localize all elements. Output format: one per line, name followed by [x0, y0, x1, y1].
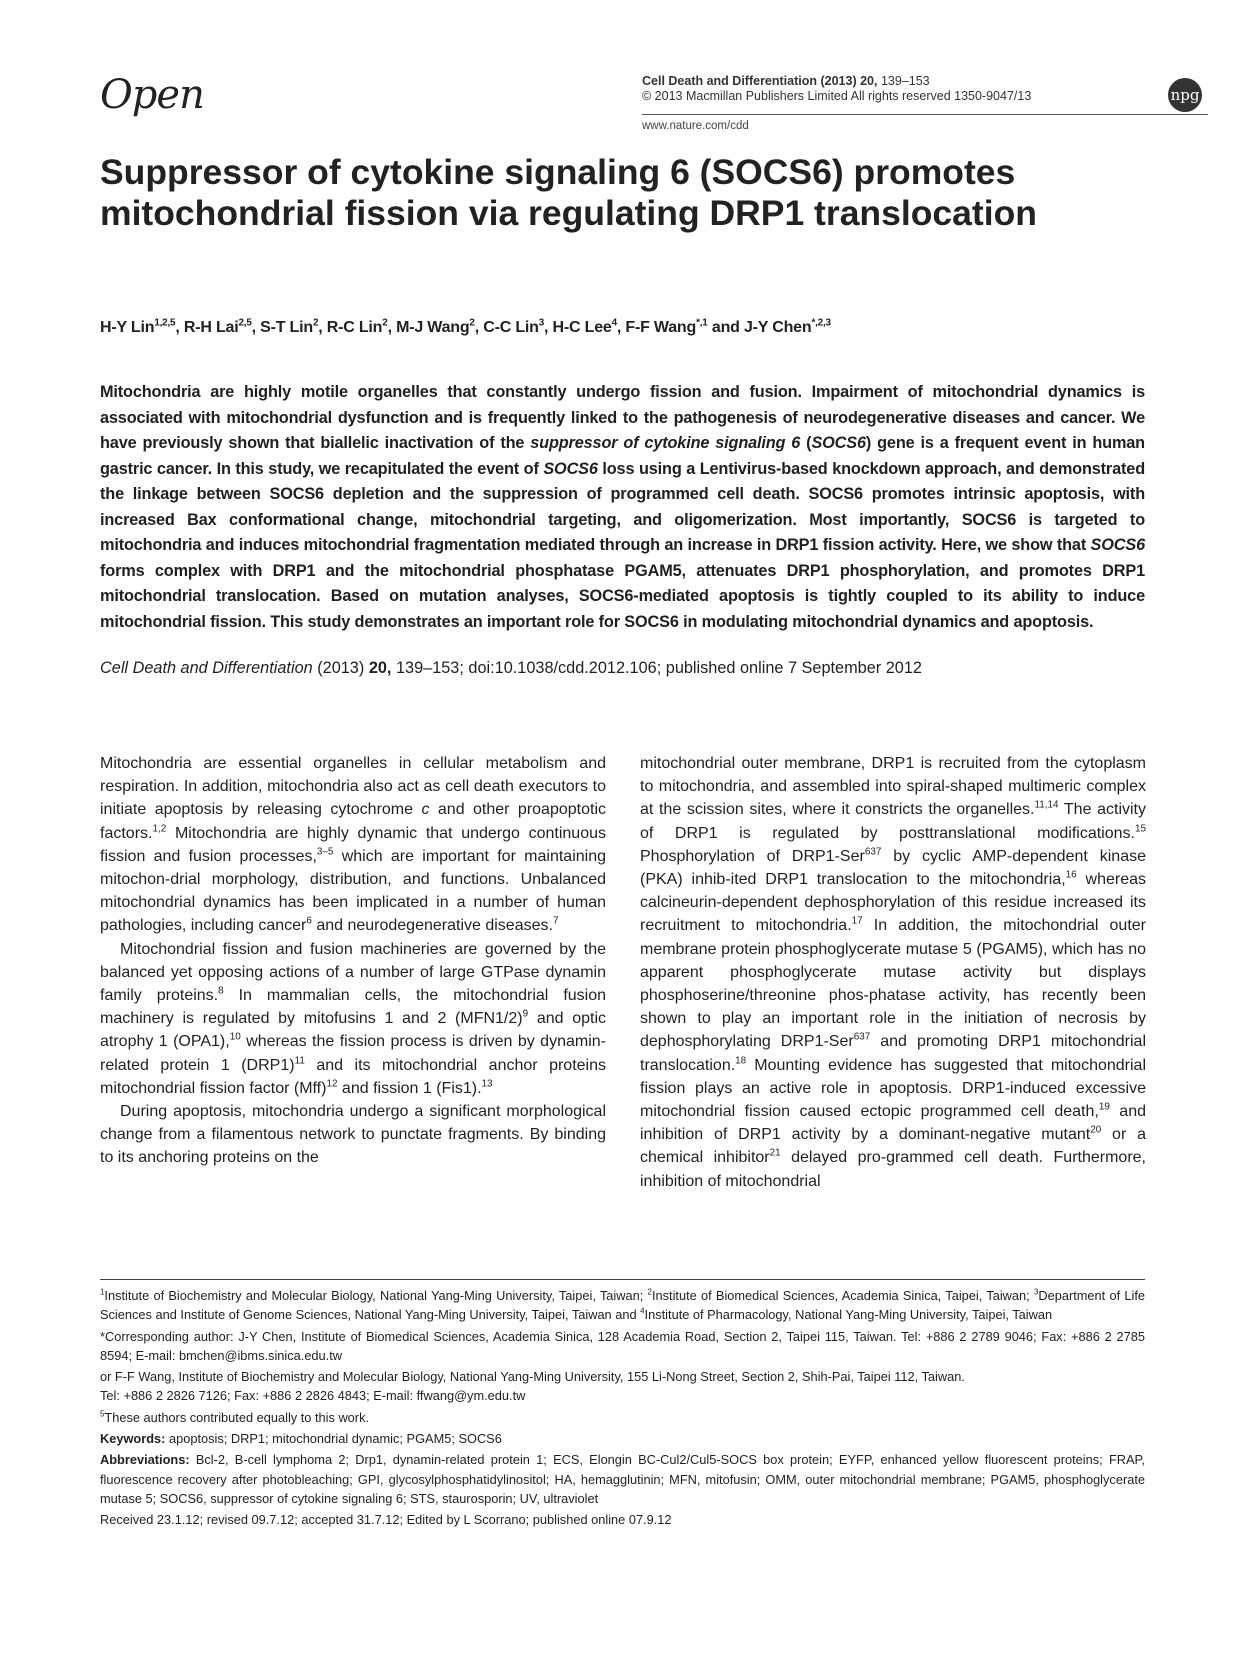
text: Institute of Biomedical Sciences, Academia Sinica, Taipei, Taiwan;	[651, 1288, 1034, 1303]
body-paragraph	[100, 1100, 606, 1170]
author: H-C Lee	[552, 319, 612, 336]
open-access-logo: Open	[100, 72, 204, 118]
residue-superscript: 637	[864, 846, 882, 858]
text: and optic atrophy 1 (OPA1),	[100, 1010, 607, 1051]
reference-marker: 16	[1065, 869, 1077, 881]
journal-pages: 139–153	[877, 74, 930, 88]
npg-logo: npg	[1168, 78, 1202, 112]
author-affil: 1,2,5	[154, 317, 176, 329]
reference-marker: 8	[218, 985, 224, 997]
text: whereas calcineurin-dependent dephosphorylation of this residue increased its recruitment to mitochondria.	[640, 871, 1146, 935]
abstract-text: ) gene is a frequent event in human gastric cancer. In this study, we recapitulated the event of	[100, 434, 1145, 478]
text: Mitochondrial fission and fusion machineries are governed by the balanced yet opposing actions of a number of large GTPase dynamin family proteins.	[100, 940, 606, 1005]
reference-marker: 11	[294, 1055, 305, 1067]
keywords-text: apoptosis; DRP1; mitochondrial dynamic; PGAM5; SOCS6	[165, 1431, 502, 1447]
author-affil: 2	[382, 317, 388, 329]
author-affil: 2	[469, 317, 475, 329]
affil-marker: 4	[640, 1307, 645, 1317]
journal-url-link[interactable]: www.nature.com/cdd	[642, 120, 749, 132]
abstract-gene-symbol: SOCS6	[1090, 536, 1145, 554]
reference-marker: 19	[1098, 1101, 1110, 1113]
author: C-C Lin	[483, 319, 539, 336]
reference-marker: 6	[306, 916, 312, 928]
text: by cyclic AMP-dependent kinase (PKA) inhib-ited DRP1 translocation to the mitochondria,	[640, 847, 1146, 889]
abbreviations	[100, 1450, 1145, 1508]
text: Institute of Biochemistry and Molecular Biology, National Yang-Ming University, Taipei, Taiwan;	[104, 1288, 648, 1303]
reference-marker: 17	[851, 916, 863, 928]
affil-marker: 3	[1033, 1287, 1039, 1297]
article-title: Suppressor of cytokine signaling 6 (SOCS6) promotes mitochondrial fission via regulating DRP1 translocation	[100, 152, 1037, 233]
text: Mounting evidence has suggested that mitochondrial fission plays an active role in apoptosis. DRP1-induced excessive mitochondrial fission caused ectopic programmed cell death,	[640, 1056, 1146, 1121]
abbreviations-text: Bcl-2, B-cell lymphoma 2; Drp1, dynamin-related protein 1; ECS, Elongin BC-Cul2/Cul5-SOCS box protein; EYFP, enhanced yellow fluorescent proteins; FRAP, fluorescence recovery after photobleaching; GPI, glycosylphosphatidylinositol; HA, hemagglutinin; MFN, mitofusin; OMM, outer mitochondrial membrane; PGAM5, phosphoglycerate mutase 5; SOCS6, suppressor of cytokine signaling 6; STS, staurosporin; UV, ultraviolet	[100, 1452, 1145, 1506]
text: c	[421, 801, 430, 819]
citation-volume: 20,	[368, 659, 392, 677]
author-affil: 4	[611, 317, 617, 329]
author: M-J Wang	[396, 319, 470, 336]
abstract-text: loss using a Lentivirus-based knockdown approach, and demonstrated the linkage between SOCS6 depletion and the suppression of programmed cell death. SOCS6 promotes intrinsic apoptosis, with increased Bax conformational change, mitochondrial targeting, and oligomerization. Most importantly, SOCS6 is targeted to mitochondria and induces mitochondrial fragmentation mediated through an increase in DRP1 fission activity. Here, we show that	[100, 459, 1145, 554]
reference-marker: 10	[229, 1032, 241, 1044]
author-list: H-Y Lin$^{1,2,5}$, R-H Lai$^{2,5}$, S-T Lin$^2$, R-C Lin$^2$, M-J Wang$^2$, C-C Lin$^3$, H-C Lee$^4$, F-F Wang$^{*,1}$ and J-Y Chen$^{*,2,3}$	[100, 317, 831, 336]
abstract-gene-symbol: SOCS6	[811, 434, 866, 452]
reference-marker: 15	[1134, 823, 1146, 835]
author-affil: 2,5	[238, 317, 252, 329]
author-affil: 3	[538, 317, 545, 329]
abbreviations-label: Abbreviations:	[100, 1452, 190, 1468]
keywords-label: Keywords:	[100, 1431, 166, 1447]
text: Mitochondria are essential organelles in cellular metabolism and respiration. In addition, mitochondria also act as cell death executors to initiate apoptosis by releasing cytochrome	[100, 755, 606, 819]
journal-name: Cell Death and Differentiation (2013) 20,	[642, 74, 878, 88]
text: In addition, the mitochondrial outer membrane protein phosphoglycerate mutase 5 (PGAM5), which has no apparent phosphoglycerate mutase activity but displays phosphoserine/threonine phos-phatase activity, has recently been shown to play an important role in the initiation of necrosis by dephosphorylating DRP1-Ser	[640, 917, 1146, 1051]
abstract	[100, 380, 1145, 635]
author: R-H Lai	[183, 319, 239, 336]
text: and its mitochondrial anchor proteins mitochondrial fission factor (Mff)	[100, 1056, 607, 1097]
text: Phosphorylation of DRP1-Ser	[640, 847, 865, 865]
abstract-gene-name: suppressor of cytokine signaling 6	[530, 434, 801, 452]
footnote-divider	[100, 1279, 1145, 1280]
abstract-text: forms complex with DRP1 and the mitochondrial phosphatase PGAM5, attenuates DRP1 phosphorylation, and promotes DRP1 mitochondrial translocation. Based on mutation analyses, SOCS6-mediated apoptosis is tightly coupled to its ability to induce mitochondrial fission. This study demonstrates an important role for SOCS6 in modulating mitochondrial dynamics and apoptosis.	[100, 561, 1145, 631]
affil-marker: 2	[647, 1287, 652, 1297]
author: S-T Lin	[260, 319, 313, 336]
affil-marker: 5	[100, 1409, 105, 1419]
equal-contribution-note	[100, 1408, 1145, 1427]
author-affil: *,1	[696, 317, 708, 329]
reference-marker: 12	[326, 1078, 338, 1090]
reference-marker: 1,2	[152, 823, 167, 835]
affiliations	[100, 1286, 1145, 1325]
reference-marker: 21	[769, 1148, 781, 1160]
reference-marker: 13	[481, 1078, 493, 1090]
text: delayed pro-grammed cell death. Furthermore, inhibition of mitochondrial	[640, 1149, 1146, 1190]
body-column-left	[100, 752, 606, 1170]
text: Institute of Pharmacology, National Yang-Ming University, Taipei, Taiwan	[644, 1307, 1053, 1323]
abstract-gene-symbol: SOCS6	[543, 459, 598, 478]
corresponding-author-2: or F-F Wang, Institute of Biochemistry and Molecular Biology, National Yang-Ming University, 155 Li-Nong Street, Section 2, Shih-Pai, Taipei 112, Taiwan.	[100, 1369, 965, 1385]
text: which are important for maintaining mitochon-drial morphology, distribution, and functions. Unbalanced mitochondrial dynamics has been implicated in a number of human pathologies, including cancer	[100, 847, 606, 935]
text: mitochondrial outer membrane, DRP1 is recruited from the cytoplasm to mitochondria, and assembled into spiral-shaped multimeric complex at the scission sites, where it constricts the organelles.	[640, 755, 1146, 819]
text: Mitochondria are highly dynamic that undergo continuous fission and fusion processes,	[100, 824, 606, 865]
keywords	[100, 1429, 1145, 1448]
author-affil: 2	[312, 317, 319, 329]
author: F-F Wang	[625, 319, 697, 336]
author: H-Y Lin	[100, 319, 155, 336]
text: and fission 1 (Fis1).	[337, 1079, 482, 1097]
body-column-right	[640, 752, 1146, 1193]
reference-marker: 20	[1090, 1124, 1102, 1136]
author: R-C Lin	[326, 319, 383, 336]
text: In mammalian cells, the mitochondrial fusion machinery is regulated by mitofusins 1 and 2 (MFN1/2)	[100, 987, 607, 1028]
reference-marker: 11,14	[1034, 800, 1059, 812]
text: and inhibition of DRP1 activity by a dominant-negative mutant	[640, 1103, 1147, 1144]
body-paragraph	[100, 752, 606, 938]
reference-marker: 3–5	[316, 846, 334, 858]
citation-year: (2013)	[312, 659, 369, 677]
footnotes	[100, 1286, 1145, 1532]
text: During apoptosis, mitochondria undergo a significant morphological change from a filamentous network to punctate fragments. By binding to its anchoring proteins on the	[100, 1103, 606, 1167]
text: The activity of DRP1 is regulated by posttranslational modifications.	[640, 801, 1146, 842]
citation-journal: Cell Death and Differentiation	[100, 659, 313, 677]
body-paragraph	[640, 752, 1146, 1193]
text: and promoting DRP1 mitochondrial translocation.	[640, 1033, 1146, 1074]
received-dates: Received 23.1.12; revised 09.7.12; accepted 31.7.12; Edited by L Scorrano; published online 07.9.12	[100, 1512, 672, 1528]
author-affil: *,2,3	[811, 317, 831, 329]
text: Department of Life Sciences and Institute of Genome Sciences, National Yang-Ming University, Taipei, Taiwan and	[100, 1288, 1146, 1323]
abstract-text: Mitochondria are highly motile organelles that constantly undergo fission and fusion. Impairment of mitochondrial dynamics is associated with mitochondrial dysfunction and is frequently linked to the pathogenesis of neurodegenerative diseases and cancer. We have previously shown that biallelic inactivation of the	[100, 383, 1145, 452]
reference-marker: 18	[735, 1055, 747, 1067]
text: These authors contributed equally to this work.	[104, 1409, 370, 1425]
copyright-line: © 2013 Macmillan Publishers Limited All rights reserved 1350-9047/13	[642, 89, 1032, 103]
author: J-Y Chen	[743, 319, 812, 336]
abstract-text: (	[800, 434, 812, 452]
text: or a chemical inhibitor	[640, 1126, 1147, 1167]
residue-superscript: 637	[853, 1032, 871, 1044]
affil-marker: 1	[100, 1287, 105, 1297]
journal-header	[642, 74, 1031, 104]
text: whereas the fission process is driven by dynamin-related protein 1 (DRP1)	[100, 1033, 606, 1074]
reference-marker: 9	[522, 1008, 529, 1020]
header-divider	[642, 114, 1208, 115]
reference-marker: 7	[552, 916, 559, 928]
text: and neurodegenerative diseases.	[311, 917, 553, 935]
corresponding-contact: Tel: +886 2 2826 7126; Fax: +886 2 2826 4843; E-mail: ffwang@ym.edu.tw	[100, 1388, 526, 1404]
citation-line	[100, 659, 922, 678]
corresponding-author: *Corresponding author: J-Y Chen, Institute of Biomedical Sciences, Academia Sinica, 128 Academia Road, Section 2, Taipei 115, Taiwan. Tel: +886 2 2789 9046; Fax: +886 2 2785 8594; E-mail: bmchen@ibms.sinica.edu.tw	[100, 1328, 1145, 1363]
citation-details: 139–153; doi:10.1038/cdd.2012.106; published online 7 September 2012	[391, 659, 922, 677]
text: and other proapoptotic factors.	[100, 801, 606, 842]
body-paragraph	[100, 938, 606, 1100]
